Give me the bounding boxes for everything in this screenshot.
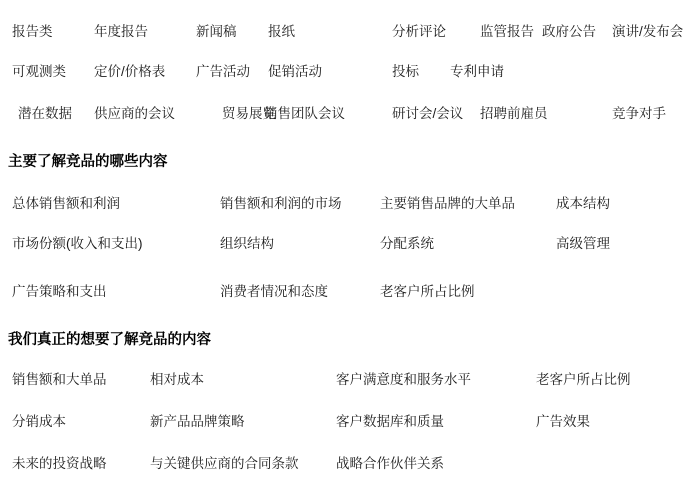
content-row xyxy=(0,282,694,304)
list-item: 报告类 xyxy=(12,24,53,39)
content-row xyxy=(0,194,694,216)
list-item: 相对成本 xyxy=(150,372,204,387)
list-item: 战略合作伙伴关系 xyxy=(336,456,444,471)
list-item: 分销成本 xyxy=(12,414,66,429)
list-item: 总体销售额和利润 xyxy=(12,196,120,211)
list-item: 主要销售品牌的大单品 xyxy=(380,196,515,211)
list-item: 投标 xyxy=(392,64,419,79)
list-item: 报纸 xyxy=(268,24,295,39)
list-item: 销售额和大单品 xyxy=(12,372,107,387)
content-row xyxy=(0,370,694,392)
section-heading-real-topics: 我们真正的想要了解竞品的内容 xyxy=(8,332,211,348)
list-item: 潜在数据 xyxy=(18,106,72,121)
content-row xyxy=(0,234,694,256)
list-item: 销售额和利润的市场 xyxy=(220,196,342,211)
list-item: 竞争对手 xyxy=(612,106,666,121)
list-item: 定价/价格表 xyxy=(94,64,166,79)
list-item: 高级管理 xyxy=(556,236,610,251)
list-item: 可观测类 xyxy=(12,64,66,79)
list-item: 分配系统 xyxy=(380,236,434,251)
content-row xyxy=(0,62,694,84)
list-item: 促销活动 xyxy=(268,64,322,79)
content-row xyxy=(0,454,694,476)
list-item: 演讲/发布会 xyxy=(612,24,684,39)
content-row xyxy=(0,104,694,126)
list-item: 年度报告 xyxy=(94,24,148,39)
list-item: 消费者情况和态度 xyxy=(220,284,328,299)
list-item: 专利申请 xyxy=(450,64,504,79)
list-item: 招聘前雇员 xyxy=(480,106,548,121)
list-item: 与关键供应商的合同条款 xyxy=(150,456,299,471)
list-item: 组织结构 xyxy=(220,236,274,251)
list-item: 研讨会/会议 xyxy=(392,106,464,121)
list-item: 老客户所占比例 xyxy=(536,372,631,387)
list-item: 成本结构 xyxy=(556,196,610,211)
list-item: 新闻稿 xyxy=(196,24,237,39)
list-item: 新产品品牌策略 xyxy=(150,414,245,429)
list-item: 老客户所占比例 xyxy=(380,284,475,299)
list-item: 广告策略和支出 xyxy=(12,284,107,299)
list-item: 客户数据库和质量 xyxy=(336,414,444,429)
content-row xyxy=(0,412,694,434)
list-item: 客户满意度和服务水平 xyxy=(336,372,471,387)
content-row xyxy=(0,22,694,44)
list-item: 广告活动 xyxy=(196,64,250,79)
list-item: 未来的投资战略 xyxy=(12,456,107,471)
list-item: 分析评论 xyxy=(392,24,446,39)
list-item: 广告效果 xyxy=(536,414,590,429)
list-item: 市场份额(收入和支出) xyxy=(12,236,143,251)
list-item: 供应商的会议 xyxy=(94,106,175,121)
list-item: 监管报告 xyxy=(480,24,534,39)
list-item: 贸易展览 xyxy=(222,106,276,121)
list-item: 政府公告 xyxy=(542,24,596,39)
section-heading-main-topics: 主要了解竞品的哪些内容 xyxy=(8,154,168,170)
list-item: 销售团队会议 xyxy=(264,106,345,121)
